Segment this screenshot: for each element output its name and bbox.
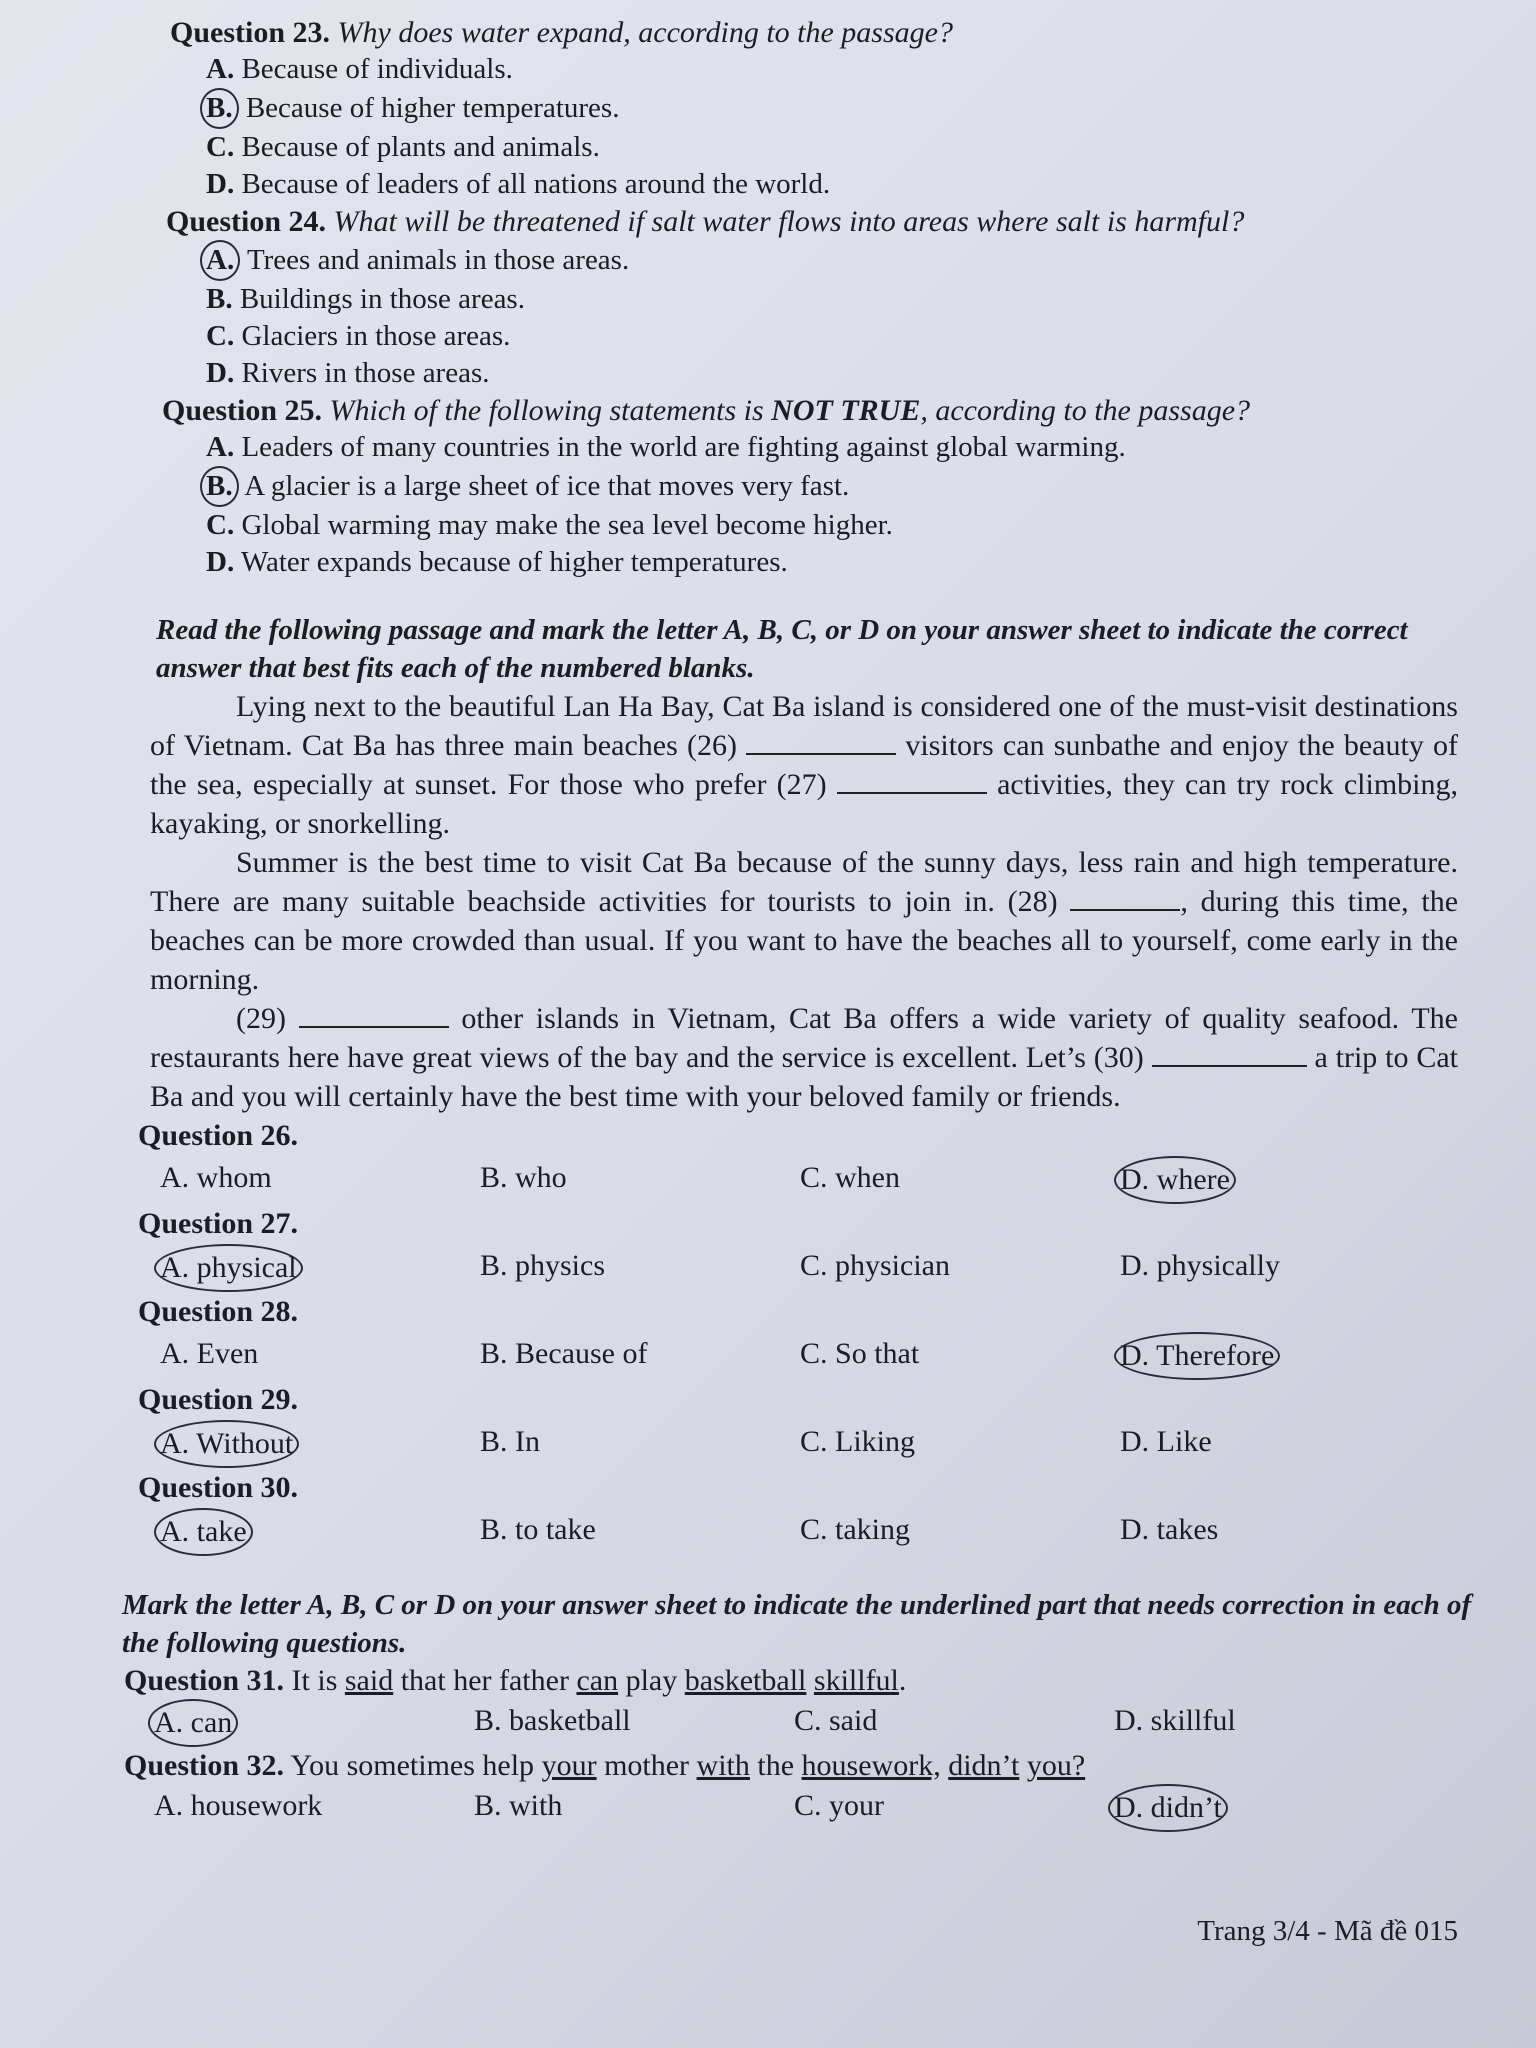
answer-mark: B. (200, 466, 239, 507)
option-25-c: C. Global warming may make the sea level become higher. (206, 509, 893, 541)
question-23 (170, 14, 1476, 51)
answer-mark: D. didn’t (1108, 1784, 1228, 1832)
option-24-d: D. Rivers in those areas. (206, 357, 490, 389)
question-32: Question 32. You sometimes help your mother with the housework, didn’t you? (124, 1749, 1086, 1782)
question-29: Question 29. (138, 1383, 299, 1416)
question-25: Question 25. Which of the following statements is NOT TRUE, according to the passage? (162, 394, 1251, 427)
option-25-b: B. A glacier is a large sheet of ice that moves very fast. (170, 466, 1476, 507)
section-directive: Read the following passage and mark the letter A, B, C, or D on your answer sheet to indicate the correct answer that best fits each of the numbered blanks. (156, 614, 1408, 684)
question-31: Question 31. It is said that her father can play basketball skillful. (124, 1664, 907, 1697)
options-29: A. Without B. In C. Liking D. Like (160, 1420, 1476, 1468)
answer-mark: A. take (154, 1508, 253, 1556)
question-26: Question 26. (138, 1119, 299, 1152)
option-23-c: C. Because of plants and animals. (206, 131, 600, 163)
blank-30 (1152, 1039, 1307, 1067)
option-24-c: C. Glaciers in those areas. (206, 320, 511, 352)
page-footer: Trang 3/4 - Mã đề 015 (1197, 1915, 1458, 1947)
options-27: A. physical B. physics C. physician D. physically (160, 1244, 1476, 1292)
blank-26 (746, 727, 896, 755)
blank-29 (299, 1000, 449, 1028)
question-30: Question 30. (138, 1471, 299, 1504)
answer-mark: A. physical (154, 1244, 303, 1292)
answer-mark: A. can (148, 1699, 238, 1747)
passage-paragraph-1: Lying next to the beautiful Lan Ha Bay, Cat Ba island is considered one of the must-visit destinations of Vietnam. Cat Ba has three main beaches (26) visitors can sunbathe and enjoy the beauty of the sea, especially at sunset. For those who prefer (27) activities, they can try rock climbing, kayaking, or snorkelling. (150, 690, 1459, 840)
answer-mark: A. (200, 240, 240, 281)
answer-mark: A. Without (154, 1420, 299, 1468)
question-28: Question 28. (138, 1295, 299, 1328)
blank-28 (1070, 883, 1180, 911)
passage-paragraph-2: Summer is the best time to visit Cat Ba because of the sunny days, less rain and high temperature. There are many suitable beachside activities for tourists to join in. (28) , during this time, the beaches can be more crowded than usual. If you want to have the beaches all to yourself, come early in the morning. (150, 846, 1459, 996)
blank-27 (837, 766, 987, 794)
passage-paragraph-3: (29) other islands in Vietnam, Cat Ba offers a wide variety of quality seafood. The restaurants here have great views of the bay and the service is excellent. Let’s (30) a trip to Cat Ba and you will certainly have the best time with your beloved family or friends. (150, 1002, 1458, 1113)
answer-mark: D. where (1114, 1156, 1236, 1204)
question-number: Question 23. (170, 16, 331, 49)
options-31: A. can B. basketball C. said D. skillful (154, 1699, 1476, 1747)
option-25-d: D. Water expands because of higher temperatures. (206, 546, 788, 578)
options-26: A. whom B. who C. when D. where (160, 1156, 1476, 1204)
option-24-a: A. Trees and animals in those areas. (170, 240, 1476, 281)
answer-mark: B. (200, 88, 239, 129)
section-directive-2: Mark the letter A, B, C or D on your answer sheet to indicate the underlined part that needs correction in each of the following questions. (122, 1589, 1472, 1659)
option-23-a: A. Because of individuals. (206, 53, 513, 85)
option-23-d: D. Because of leaders of all nations around the world. (206, 168, 831, 200)
options-32: A. housework B. with C. your D. didn’t (154, 1784, 1476, 1832)
question-27: Question 27. (138, 1207, 299, 1240)
options-28: A. Even B. Because of C. So that D. Therefore (160, 1332, 1476, 1380)
question-text: Why does water expand, according to the passage? (337, 16, 953, 49)
option-23-b: B. Because of higher temperatures. (170, 88, 1476, 129)
option-24-b: B. Buildings in those areas. (206, 283, 525, 315)
answer-mark: D. Therefore (1114, 1332, 1280, 1380)
option-25-a: A. Leaders of many countries in the world are fighting against global warming. (206, 431, 1126, 463)
options-30: A. take B. to take C. taking D. takes (160, 1508, 1476, 1556)
question-24: Question 24. What will be threatened if salt water flows into areas where salt is harmful? (166, 205, 1245, 238)
